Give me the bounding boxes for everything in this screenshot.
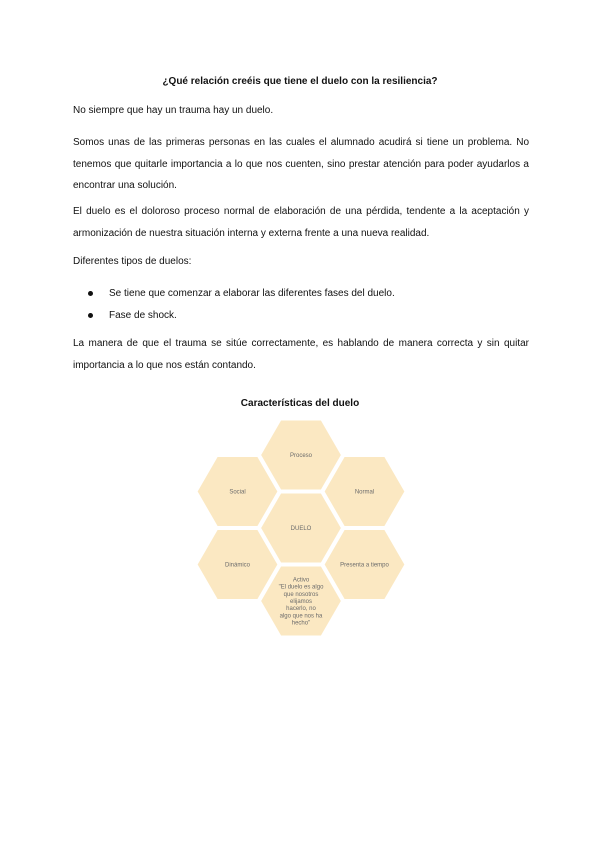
paragraph-1: No siempre que hay un trauma hay un duelo. xyxy=(73,105,274,116)
hexagon-lower-right-label: Presenta a tiempo xyxy=(340,562,389,569)
hexagon-bottom-label: algo que nos ha xyxy=(279,613,323,620)
hexagon-upper-right-label: Normal xyxy=(354,489,375,496)
hexagon-center-label: DUELO xyxy=(290,526,312,532)
hexagon-upper-left-label: Social xyxy=(229,489,246,496)
paragraph-4: Diferentes tipos de duelos: xyxy=(73,256,192,267)
hexagon-bottom-label: hecho" xyxy=(291,620,311,627)
paragraph-2: Somos unas de las primeras personas en las cuales el alumnado acudirá si tiene un problema. No tenemos que quitarle importancia a lo que nos cuenten, sino prestar atención para poder ayudarlos a encontrar una solución. xyxy=(73,137,529,191)
hexagon-lower-left-label: Dinámico xyxy=(224,562,251,569)
diagram-title: Características del duelo xyxy=(240,398,360,409)
hexagon-bottom-label: que nosotros xyxy=(283,591,319,598)
hexagon-top-label: Proceso xyxy=(289,453,313,459)
closing-paragraph: La manera de que el trauma se sitúe correctamente, es hablando de manera correcta y sin quitar importancia a lo que nos están contando. xyxy=(73,338,529,371)
hexagon-bottom-label: "El duelo es algo xyxy=(278,584,324,591)
bullet-text: Fase de shock. xyxy=(109,309,177,321)
document-title: ¿Qué relación creéis que tiene el duelo con la resiliencia? xyxy=(162,76,438,87)
paragraph-3: El duelo es el doloroso proceso normal de elaboración de una pérdida, tendente a la aceptación y armonización de nuestra situación interna y externa frente a una nueva realidad. xyxy=(73,206,529,239)
hexagon-bottom-label: Activo xyxy=(292,577,310,584)
hexagon-bottom-label: hacerlo, no xyxy=(286,606,316,613)
hexagon-bottom-label: elijamos xyxy=(289,599,313,605)
bullet-text: Se tiene que comenzar a elaborar las diferentes fases del duelo. xyxy=(109,288,395,299)
